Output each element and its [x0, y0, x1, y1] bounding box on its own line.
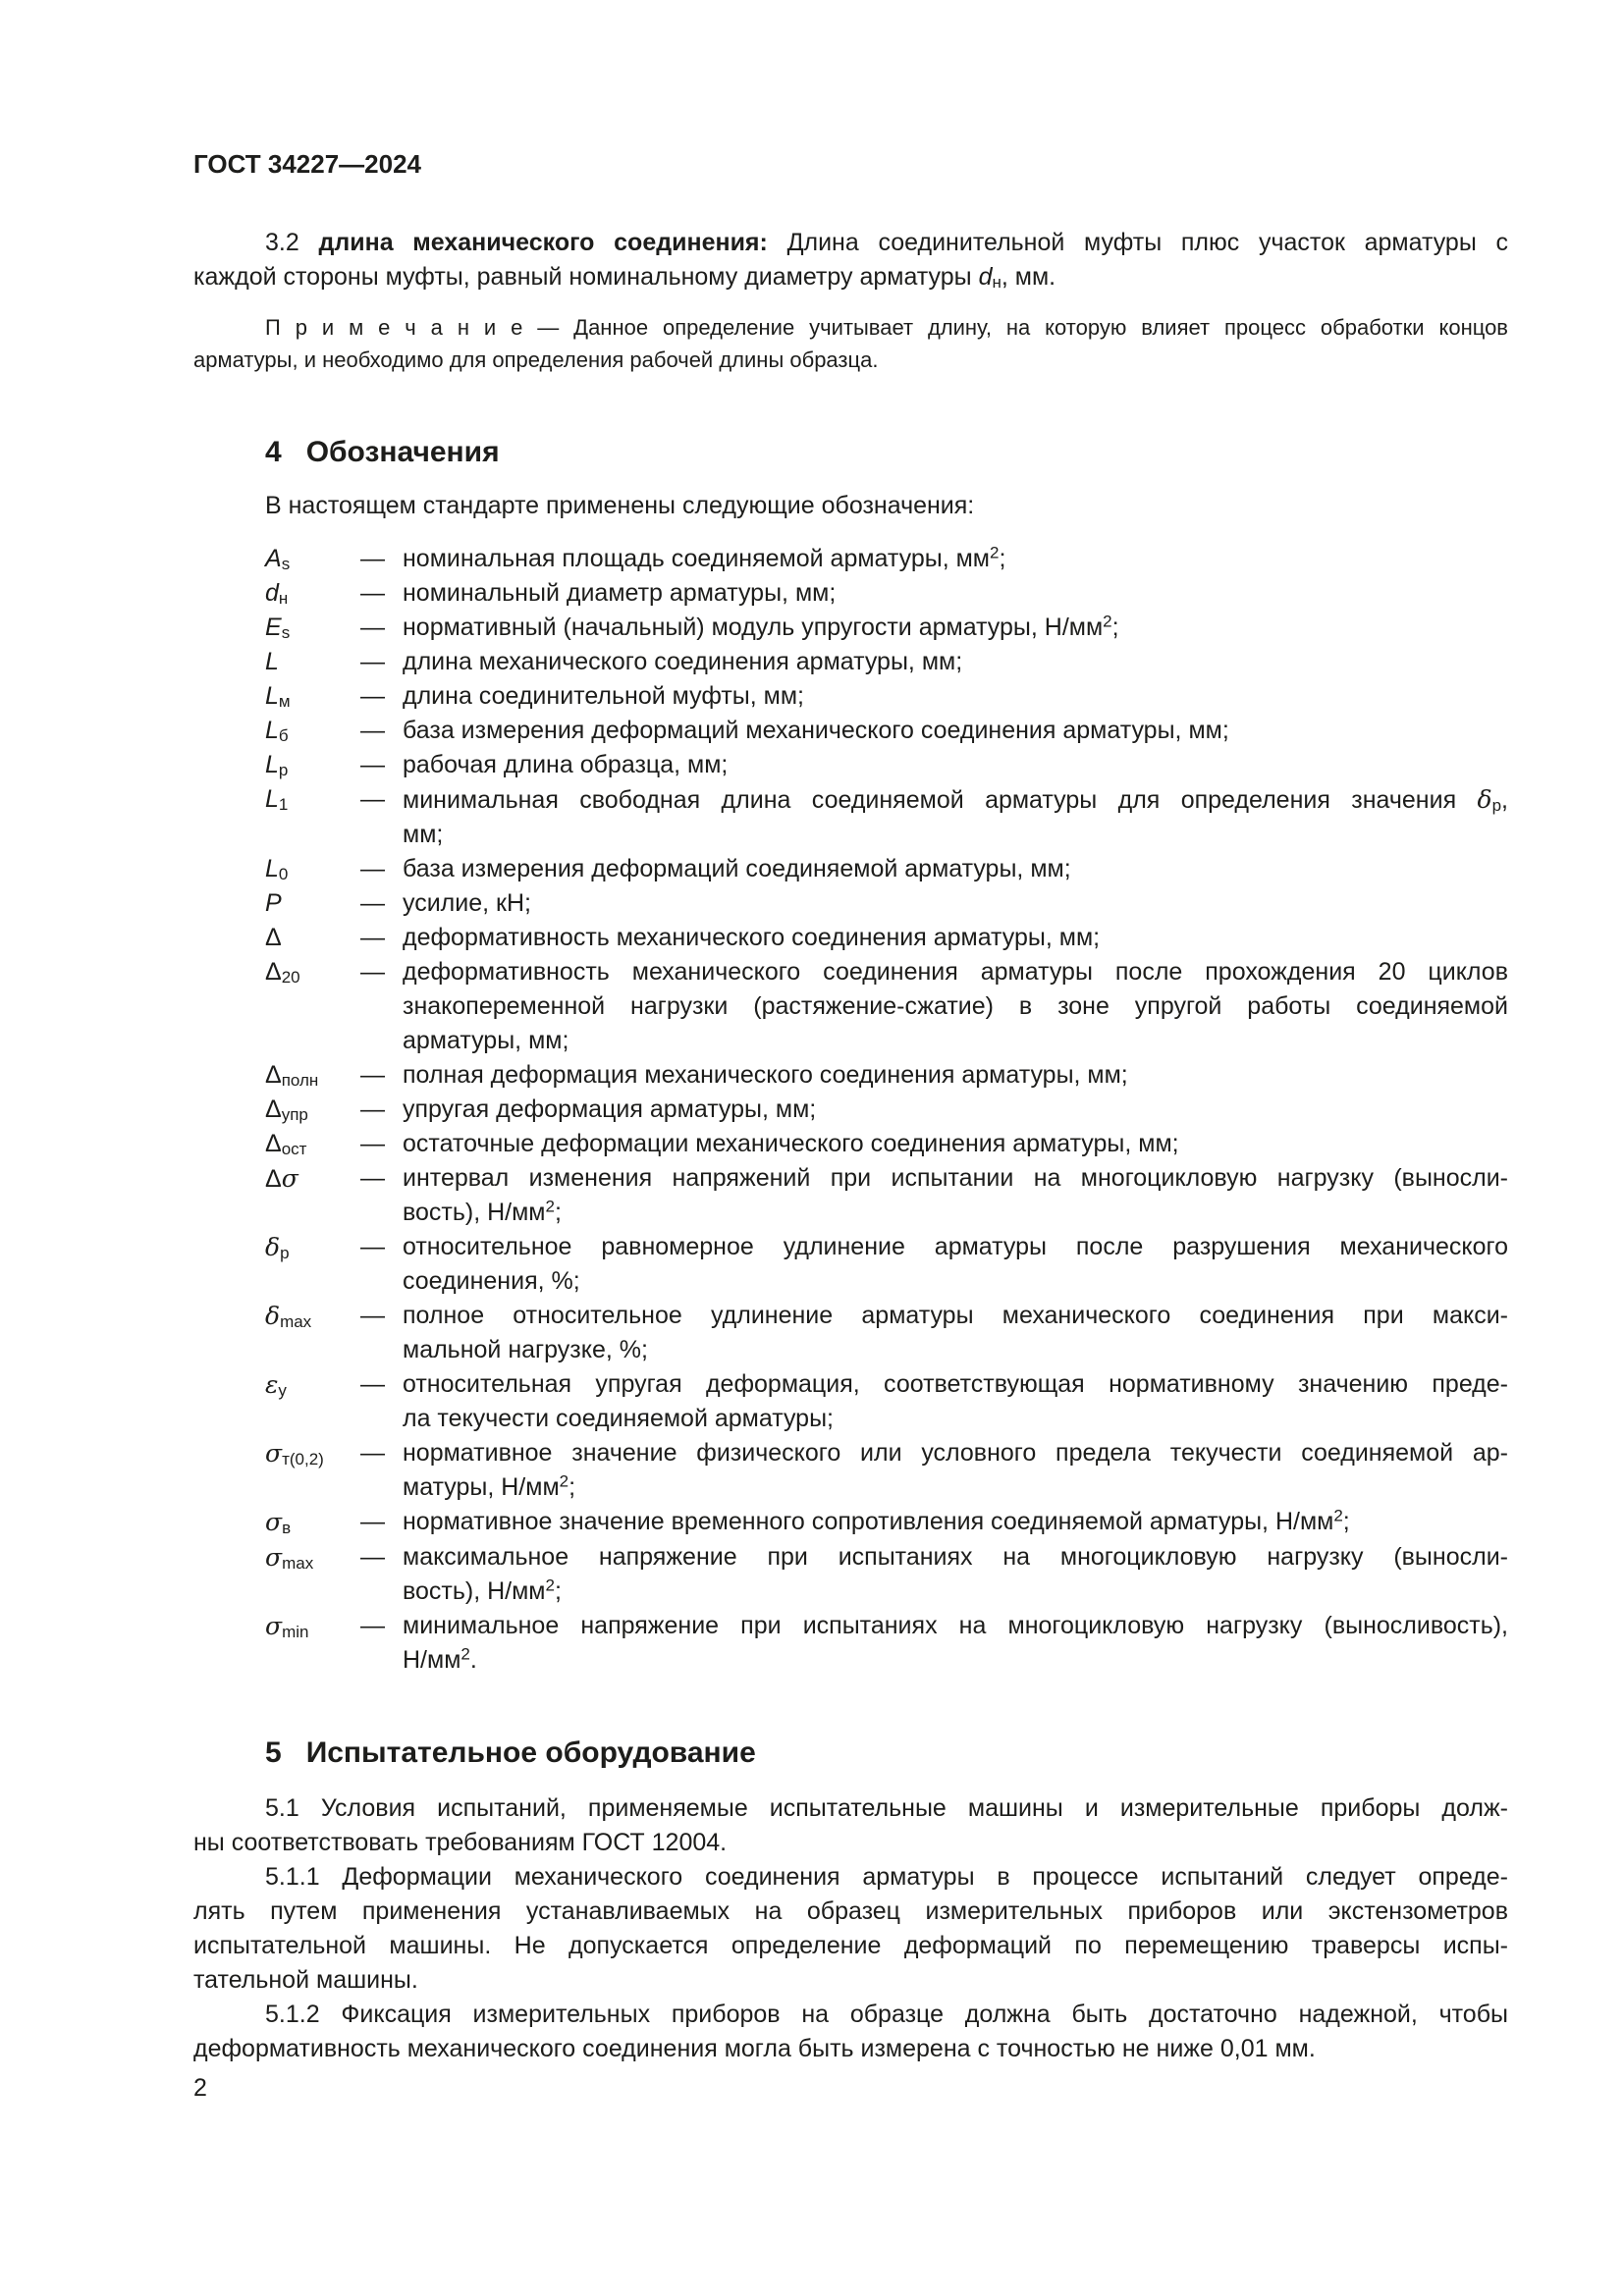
- symbol-definition: интервал изменения напряжений при испытании на многоцикловую нагрузку (выносли- вость), $Н/мм^2$;: [403, 1164, 1508, 1226]
- symbols-list: [265, 542, 1508, 1678]
- dash: —: [360, 1302, 385, 1329]
- symbol-definition: нормативный (начальный) модуль упругости арматуры, $Н/мм^2$;: [403, 612, 1119, 641]
- symbol-term: P: [265, 889, 282, 917]
- symbol-definition: деформативность механического соединения арматуры после прохождения 20 циклов знакопеременной нагрузки (растяжение-сжатие) в зоне упругой работы соединяемой арматуры, мм;: [403, 958, 1508, 1054]
- symbol-term: Δ: [265, 924, 282, 951]
- symbol-definition: длина соединительной муфты, мм;: [403, 682, 804, 710]
- symbol-row: [265, 1161, 1508, 1230]
- symbol-definition: деформативность механического соединения арматуры, мм;: [403, 924, 1101, 951]
- symbol-definition: нормативное значение временного сопротивления соединяемой арматуры, $Н/мм^2$;: [403, 1506, 1350, 1535]
- paragraph-line: 5.1.2 Фиксация измерительных приборов на образце должна быть достаточно надежной, чтобы: [265, 2001, 1508, 2028]
- symbol-row: [265, 679, 1508, 714]
- dash: —: [360, 545, 385, 572]
- symbol-term: $A_s$: [265, 545, 291, 574]
- symbol-row: [265, 748, 1508, 782]
- page-number: 2: [193, 2074, 207, 2102]
- symbol-term: $\Delta_{упр}$: [265, 1095, 308, 1125]
- symbol-definition: усилие, кН;: [403, 889, 531, 917]
- dash: —: [360, 1095, 385, 1123]
- dash: —: [360, 1130, 385, 1157]
- symbol-term: $\sigma_{min}$: [265, 1612, 309, 1642]
- symbol-term: $L_б$: [265, 717, 289, 746]
- dash: —: [360, 1612, 385, 1639]
- symbol-term: $L_м$: [265, 682, 291, 712]
- symbol-definition: длина механического соединения арматуры, мм;: [403, 648, 963, 675]
- dash: —: [360, 1543, 385, 1571]
- symbol-definition: относительное равномерное удлинение арматуры после разрушения механического соединения, %;: [403, 1233, 1508, 1295]
- symbol-term: $\delta_р$: [265, 1233, 290, 1263]
- symbol-definition: база измерения деформаций механического соединения арматуры, мм;: [403, 717, 1229, 744]
- symbol-term: $L_1$: [265, 785, 289, 815]
- symbol-row: [265, 1230, 1508, 1299]
- document-header: ГОСТ 34227—2024: [193, 149, 421, 179]
- symbol-definition: база измерения деформаций соединяемой арматуры, мм;: [403, 855, 1071, 882]
- symbol-row: [265, 1505, 1508, 1540]
- symbol-row: [265, 714, 1508, 748]
- dash: —: [360, 1439, 385, 1467]
- paragraph-5-1-2: [193, 1998, 1508, 2066]
- symbol-definition: максимальное напряжение при испытаниях на многоцикловую нагрузку (выносли- вость), $Н/мм^2$;: [403, 1543, 1508, 1605]
- symbol-term: $\sigma_в$: [265, 1508, 292, 1538]
- symbol-term: $\sigma_{max}$: [265, 1543, 314, 1574]
- symbol-term: $d_н$: [265, 579, 289, 609]
- symbol-row: [265, 1540, 1508, 1609]
- symbol-term: $E_s$: [265, 614, 291, 643]
- dash: —: [360, 1061, 385, 1089]
- symbol-row: [265, 611, 1508, 645]
- dash: —: [360, 855, 385, 882]
- section-4-heading: 4 Обозначения: [265, 436, 500, 468]
- paragraph-5-1-1: [193, 1860, 1508, 1998]
- paragraph-line: тательной машины.: [193, 1966, 418, 1994]
- symbol-row: [265, 1299, 1508, 1367]
- paragraph-line: испытательной машины. Не допускается определение деформаций по перемещению траверсы испы-: [193, 1932, 1508, 1959]
- paragraph-line: каждой стороны муфты, равный номинальному диаметру арматуры $d_н$, мм.: [193, 263, 1056, 293]
- paragraph-line: 5.1.1 Деформации механического соединения арматуры в процессе испытаний следует опреде-: [265, 1863, 1508, 1891]
- symbol-row: [265, 782, 1508, 852]
- symbol-definition: минимальная свободная длина соединяемой арматуры для определения значения $\delta_р$, мм;: [403, 785, 1508, 848]
- paragraph-5-1: [193, 1791, 1508, 1860]
- dash: —: [360, 958, 385, 986]
- symbol-term: $\Delta_{ост}$: [265, 1130, 307, 1159]
- paragraph-line: 5.1 Условия испытаний, применяемые испытательные машины и измерительные приборы долж-: [265, 1794, 1508, 1822]
- dash: —: [360, 1233, 385, 1260]
- symbol-row: [265, 921, 1508, 955]
- symbol-term: $L_р$: [265, 751, 289, 780]
- symbol-row: [265, 645, 1508, 679]
- dash: —: [360, 889, 385, 917]
- section-4-intro: В настоящем стандарте применены следующие обозначения:: [265, 492, 975, 519]
- symbol-definition: рабочая длина образца, мм;: [403, 751, 729, 778]
- dash: —: [360, 785, 385, 813]
- paragraph-line: 3.2 длина механического соединения: Длина соединительной муфты плюс участок арматуры с: [265, 229, 1508, 256]
- symbol-row: [265, 1127, 1508, 1161]
- symbol-row: [265, 886, 1508, 921]
- note-line: арматуры, и необходимо для определения рабочей длины образца.: [193, 347, 879, 372]
- symbol-definition: минимальное напряжение при испытаниях на многоцикловую нагрузку (выносливость), $Н/мм^2$.: [403, 1612, 1508, 1674]
- dash: —: [360, 717, 385, 744]
- dash: —: [360, 648, 385, 675]
- symbol-row: [265, 1058, 1508, 1093]
- dash: —: [360, 579, 385, 607]
- section-5-heading: 5 Испытательное оборудование: [265, 1736, 756, 1769]
- symbol-row: [265, 852, 1508, 886]
- symbol-term: $\varepsilon_у$: [265, 1370, 287, 1401]
- paragraph-3-2: [193, 226, 1508, 294]
- symbol-definition: полное относительное удлинение арматуры механического соединения при макси- мальной нагрузке, %;: [403, 1302, 1508, 1363]
- symbol-term: $\Delta_{20}$: [265, 958, 300, 988]
- symbol-term: $L_0$: [265, 855, 289, 884]
- dash: —: [360, 924, 385, 951]
- symbol-term: $\delta_{max}$: [265, 1302, 312, 1332]
- note-paragraph: [193, 311, 1508, 376]
- paragraph-line: деформативность механического соединения могла быть измерена с точностью не ниже 0,01 мм.: [193, 2035, 1316, 2062]
- symbol-row: [265, 1436, 1508, 1505]
- paragraph-line: лять путем применения устанавливаемых на образец измерительных приборов или экстензометров: [193, 1897, 1508, 1925]
- symbol-term: Δσ: [265, 1164, 298, 1193]
- symbol-definition: относительная упругая деформация, соответствующая нормативному значению преде- ла текучести соединяемой арматуры;: [403, 1370, 1508, 1432]
- symbol-row: [265, 1609, 1508, 1678]
- dash: —: [360, 1370, 385, 1398]
- symbol-row: [265, 576, 1508, 611]
- symbol-term: $\Delta_{полн}$: [265, 1061, 319, 1091]
- symbol-definition: упругая деформация арматуры, мм;: [403, 1095, 817, 1123]
- symbol-definition: остаточные деформации механического соединения арматуры, мм;: [403, 1130, 1179, 1157]
- symbol-row: [265, 955, 1508, 1058]
- symbol-definition: номинальная площадь соединяемой арматуры, $мм^2$;: [403, 543, 1006, 572]
- symbol-definition: нормативное значение физического или условного предела текучести соединяемой ар- матуры, $Н/мм^2$;: [403, 1439, 1508, 1501]
- symbol-row: [265, 1367, 1508, 1436]
- paragraph-line: ны соответствовать требованиям ГОСТ 12004.: [193, 1829, 728, 1856]
- symbol-row: [265, 542, 1508, 576]
- symbol-definition: номинальный диаметр арматуры, мм;: [403, 579, 837, 607]
- dash: —: [360, 1164, 385, 1192]
- dash: —: [360, 751, 385, 778]
- note-line: П р и м е ч а н и е — Данное определение учитывает длину, на которую влияет процесс обработки концов: [265, 315, 1508, 340]
- symbol-definition: полная деформация механического соединения арматуры, мм;: [403, 1061, 1128, 1089]
- dash: —: [360, 1508, 385, 1535]
- symbol-row: [265, 1093, 1508, 1127]
- dash: —: [360, 682, 385, 710]
- dash: —: [360, 614, 385, 641]
- symbol-term: L: [265, 648, 279, 675]
- symbol-term: $\sigma_{т(0,2)}$: [265, 1439, 324, 1469]
